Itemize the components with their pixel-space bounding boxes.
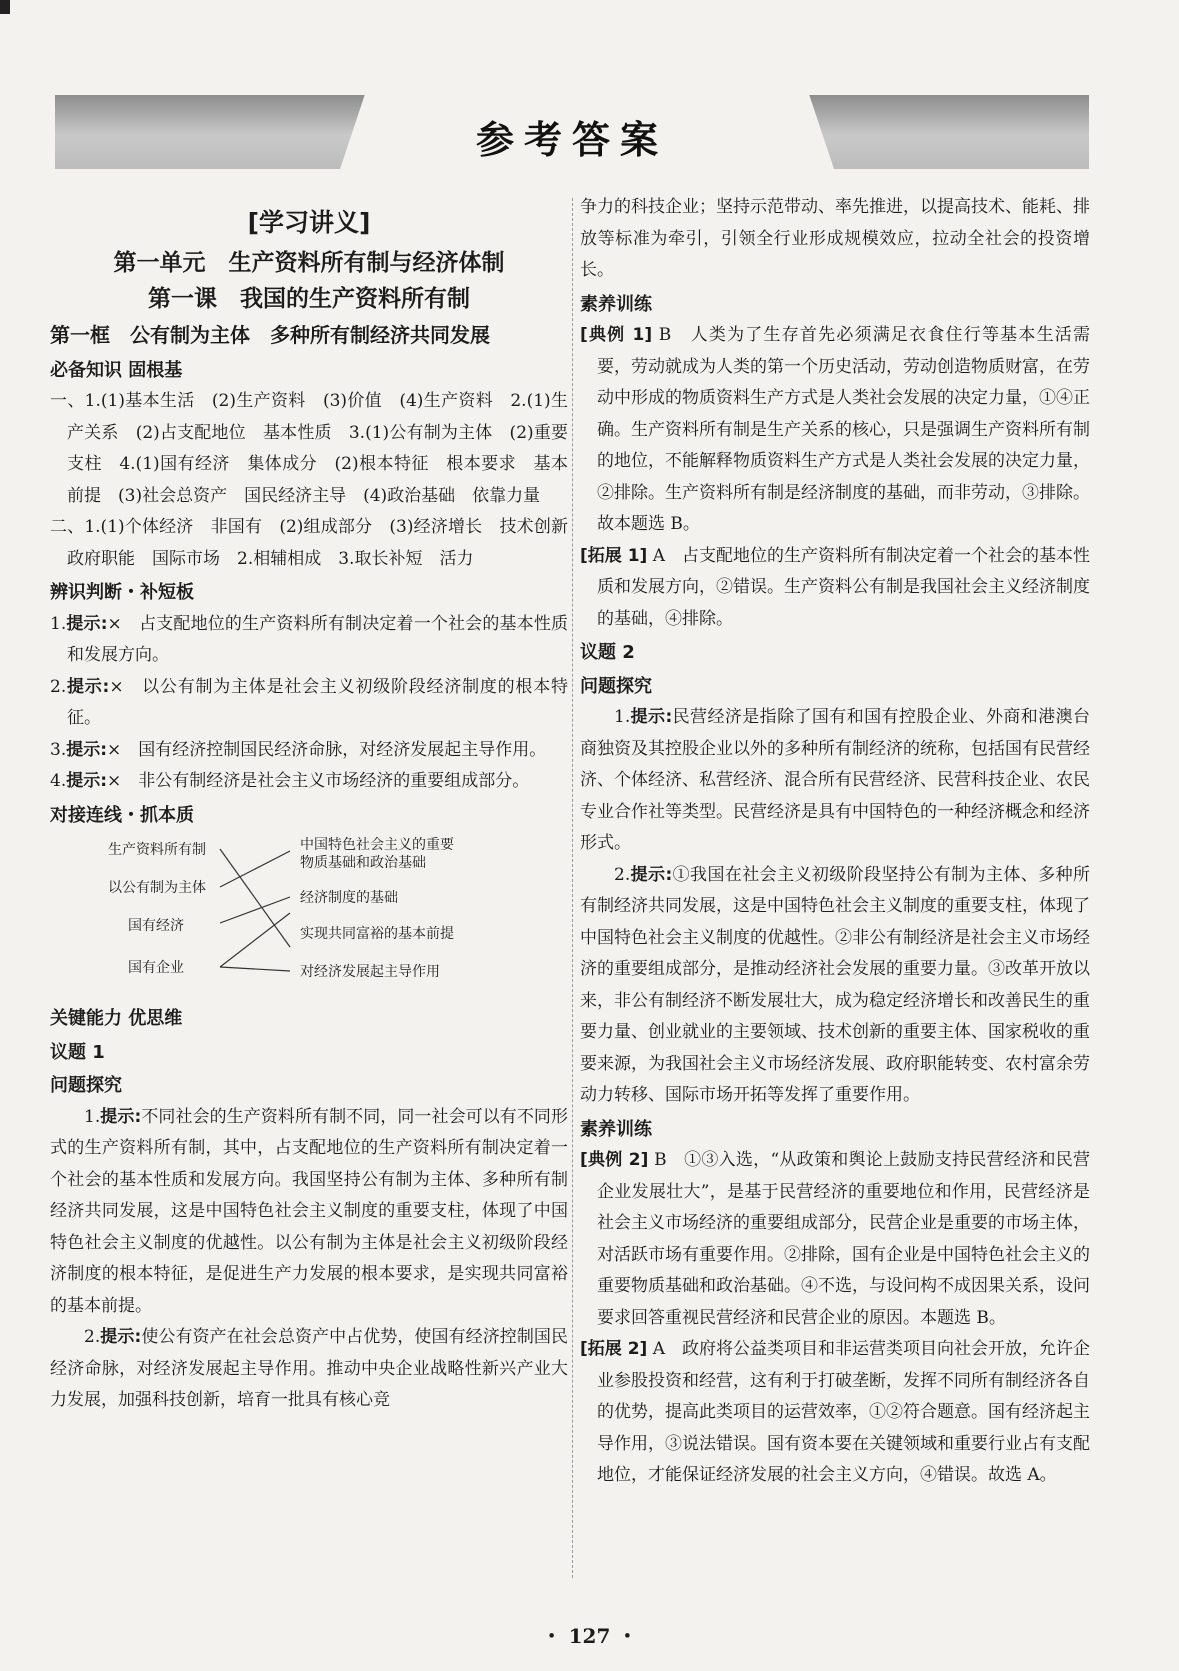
judge-num: 4. <box>50 771 67 791</box>
extension-2 <box>580 1334 1090 1492</box>
explore-answer <box>50 1322 568 1417</box>
judge-text: × 非公有制经济是社会主义市场经济的重要组成部分。 <box>107 771 530 791</box>
section-judge: 辨识判断・补短板 <box>50 582 194 603</box>
judge-num: 3. <box>50 739 67 760</box>
explore-answer <box>580 860 1090 1112</box>
judge-item <box>50 766 568 798</box>
column-divider <box>572 198 573 1578</box>
answer-num: 2. <box>614 864 631 885</box>
hint-label: 提示: <box>630 864 673 885</box>
link-right-item: 对经济发展起主导作用 <box>300 964 440 980</box>
section-training-2: 素养训练 <box>580 1118 652 1140</box>
hint-label: 提示: <box>66 613 108 634</box>
title-banner <box>55 95 1089 169</box>
judge-text: × 占支配地位的生产资料所有制决定着一个社会的基本性质和发展方向。 <box>67 613 568 665</box>
example-text: B ①③入选，“从政策和舆论上鼓励支持民营经济和民营企业发展壮大”，是基于民营经济的重要地位和作用，民营经济是社会主义市场经济的重要组成部分，民营企业是重要的市场主体，对活跃市场有重要作用。②排除，国有企业是中国特色社会主义的重要物质基础和政治基础。④不选，与设问构不成因果关系，设问要求回答重视民营经济和民营企业的原因。本题选 B。 <box>597 1150 1091 1328</box>
link-right-item: 经济制度的基础 <box>300 890 398 906</box>
answer-num: 1. <box>84 1106 101 1127</box>
hint-label: 提示: <box>66 771 108 791</box>
lecture-title: [学习讲义] <box>247 208 371 237</box>
answer-text: 不同社会的生产资料所有制不同，同一社会可以有不同形式的生产资料所有制，其中，占支配地位的生产资料所有制决定着一个社会的基本性质和发展方向。我国坚持公有制为主体、多种所有制经济共同发展，这是中国特色社会主义制度的重要支柱，体现了中国特色社会主义制度的优越性。以公有制为主体是社会主义初级阶段经济制度的根本特征，是促进生产力发展的根本要求，是实现共同富裕的基本前提。 <box>50 1106 568 1316</box>
unit-title: 第一单元 生产资料所有制与经济体制 <box>113 249 505 276</box>
judge-item <box>50 672 568 735</box>
link-right-item: 中国特色社会主义的重要 <box>300 837 454 853</box>
link-right-item: 实现共同富裕的基本前提 <box>300 926 454 942</box>
right-column <box>580 192 1090 1492</box>
match-line <box>220 967 290 971</box>
extension-text: A 占支配地位的生产资料所有制决定着一个社会的基本性质和发展方向，②错误。生产资料公有制是我国社会主义经济制度的基础，④排除。 <box>597 545 1090 629</box>
match-line <box>220 897 290 923</box>
link-left-item: 国有企业 <box>128 960 184 976</box>
section-link: 对接连线・抓本质 <box>50 804 194 826</box>
link-left-item: 国有经济 <box>128 918 184 934</box>
match-line <box>220 851 290 887</box>
answer-text: ①我国在社会主义初级阶段坚持公有制为主体、多种所有制经济共同发展，这是中国特色社会主义制度的重要支柱，体现了中国特色社会主义制度的优越性。②非公有制经济是社会主义市场经济的重要组成部分，是推动经济社会发展的重要力量。③改革开放以来，非公有制经济不断发展壮大，成为稳定经济增长和改善民生的重要力量、创业就业的主要领域、技术创新的重要主体、国家税收的重要来源，为我国社会主义市场经济发展、政府职能转变、农村富余劳动力转移、国际市场开拓等发挥了重要作用。 <box>580 864 1090 1105</box>
answer-num: 2. <box>84 1327 101 1347</box>
frame-title: 第一框 公有制为主体 多种所有制经济共同发展 <box>50 322 490 347</box>
link-right-item: 物质基础和政治基础 <box>300 855 426 871</box>
judge-item <box>50 609 568 672</box>
judge-num: 1. <box>50 613 67 634</box>
match-line <box>220 913 290 967</box>
matching-diagram <box>50 831 568 1001</box>
link-left-item: 以公有制为主体 <box>108 880 206 896</box>
explore-answer <box>580 702 1090 860</box>
extension-label: [拓展 1] <box>580 545 648 566</box>
match-line <box>220 849 290 947</box>
page-title: 参考答案 <box>475 118 668 162</box>
lesson-title: 第一课 我国的生产资料所有制 <box>148 285 470 312</box>
page-number: ・ 127 ・ <box>541 1624 638 1648</box>
example-2 <box>580 1145 1090 1334</box>
continued-text: 争力的科技企业；坚持示范带动、率先推进，以提高技术、能耗、排放等标准为牵引，引领全行业形成规模效应，拉动全社会的投资增长。 <box>580 197 1090 280</box>
section-explore: 问题探究 <box>50 1075 122 1096</box>
section-explore-2: 问题探究 <box>580 675 652 697</box>
hint-label: 提示: <box>66 676 110 697</box>
topic-2: 议题 2 <box>580 642 635 663</box>
extension-1 <box>580 541 1090 636</box>
extension-text: A 政府将公益类项目和非运营类项目向社会开放，允许企业参股投资和经营，这有利于打破垄断，发挥不同所有制经济各自的优势，提高此类项目的运营效率，①②符合题意。国有经济起主导作用，③说法错误。国有资本要在关键领域和重要行业占有支配地位，才能保证经济发展的社会主义方向，④错误。故选 A。 <box>597 1339 1090 1485</box>
answer-text: 民营经济是指除了国有和国有控股企业、外商和港澳台商独资及其控股企业以外的多种所有制经济的统称，包括国有民营经济、个体经济、私营经济、混合所有民营经济、民营科技企业、农民专业合作社等类型。民营经济是具有中国特色的一种经济概念和经济形式。 <box>580 707 1090 853</box>
section-training: 素养训练 <box>580 293 652 315</box>
link-left-item: 生产资料所有制 <box>108 842 206 858</box>
example-label: [典例 2] <box>580 1150 649 1170</box>
basic-answers-1: 一、1.(1)基本生活 (2)生产资料 (3)价值 (4)生产资料 2.(1)生产关系 (2)占支配地位 基本性质 3.(1)公有制为主体 (2)重要支柱 4.(1)国有经济 集体成分 (2)根本特征 根本要求 基本前提 (3)社会总资产 国民经济主导 (4)政治基础 依靠力量 <box>50 391 568 506</box>
hint-label: 提示: <box>630 707 673 727</box>
judge-text: × 国有经济控制国民经济命脉，对经济发展起主导作用。 <box>107 739 547 760</box>
example-text: B 人类为了生存首先必须满足衣食住行等基本生活需要，劳动就成为人类的第一个历史活动，劳动创造物质财富，在劳动中形成的物质资料生产方式是人类社会发展的决定力量，①④正确。生产资料所有制是生产关系的核心，只是强调生产资料所有制的地位，不能解释物质资料生产方式是人类社会发展的决定力量，②排除。生产资料所有制是经济制度的基础，而非劳动，③排除。故本题选 B。 <box>597 325 1091 534</box>
section-key-ability: 关键能力 优思维 <box>50 1008 183 1029</box>
answer-num: 1. <box>614 707 631 727</box>
hint-label: 提示: <box>66 739 108 760</box>
answer-text: 使公有资产在社会总资产中占优势，使国有经济控制国民经济命脉，对经济发展起主导作用。推动中央企业战略性新兴产业大力发展，加强科技创新，培育一批具有核心竞 <box>50 1327 568 1410</box>
judge-item <box>50 735 568 767</box>
judge-num: 2. <box>50 676 67 697</box>
judge-text: × 以公有制为主体是社会主义初级阶段经济制度的根本特征。 <box>67 676 568 728</box>
topic-1: 议题 1 <box>50 1041 105 1063</box>
example-label: [典例 1] <box>580 325 653 345</box>
example-1 <box>580 320 1090 541</box>
left-column <box>50 207 585 1417</box>
extension-label: [拓展 2] <box>580 1339 648 1359</box>
corner-mark <box>0 0 10 14</box>
basic-answers-2: 二、1.(1)个体经济 非国有 (2)组成部分 (3)经济增长 技术创新 政府职能 国际市场 2.相辅相成 3.取长补短 活力 <box>50 517 585 569</box>
section-basic-knowledge: 必备知识 固根基 <box>50 359 183 381</box>
explore-answer <box>50 1102 568 1323</box>
hint-label: 提示: <box>100 1327 142 1347</box>
hint-label: 提示: <box>100 1106 142 1127</box>
